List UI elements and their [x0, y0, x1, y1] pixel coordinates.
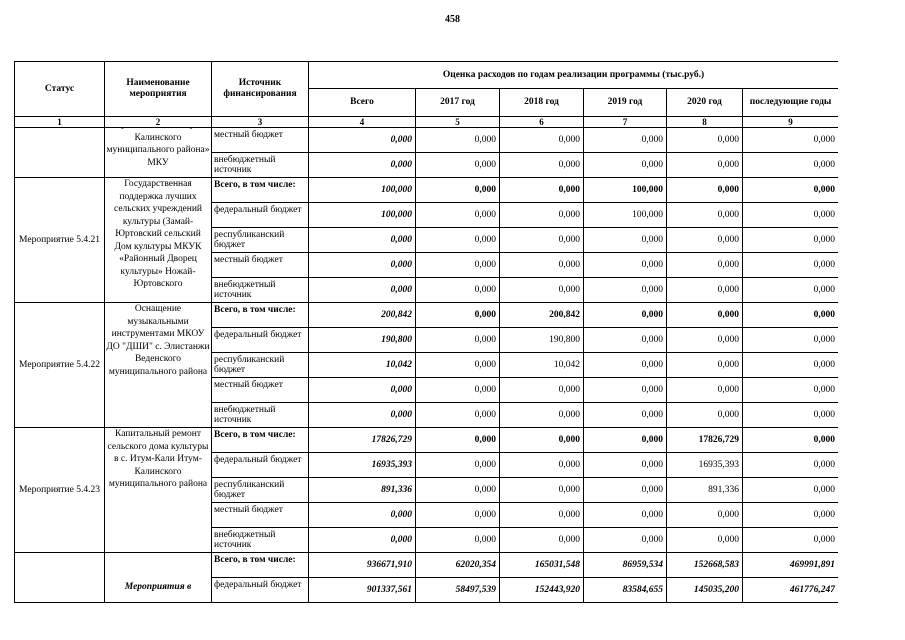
value-cell: 0,000	[584, 303, 667, 328]
value-cell: 0,000	[500, 378, 584, 403]
value-cell: 469991,891	[743, 553, 839, 578]
activity-name-cell	[105, 178, 212, 303]
header-total: Всего	[309, 89, 416, 117]
value-cell: 0,000	[743, 353, 839, 378]
funding-source-cell	[212, 428, 309, 453]
value-cell: 0,000	[667, 303, 743, 328]
value-cell: 0,000	[500, 253, 584, 278]
header-status: Статус	[15, 62, 105, 117]
value-cell: 10,042	[309, 353, 416, 378]
value-cell: 0,000	[309, 403, 416, 428]
value-cell: 0,000	[500, 503, 584, 528]
funding-source-cell	[212, 253, 309, 278]
value-cell: 0,000	[667, 403, 743, 428]
value-cell: 100,000	[309, 178, 416, 203]
column-number: 7	[584, 117, 667, 128]
status-cell	[15, 128, 105, 178]
value-cell: 0,000	[416, 303, 500, 328]
funding-source: внебюджетный источник	[214, 280, 276, 300]
value-cell: 0,000	[743, 478, 839, 503]
value-cell: 0,000	[500, 153, 584, 178]
activity-name: Государственная поддержка лучших сельских учреждений культуры (Замай-Юртовский сельский Дом культуры МКУК «Районный Дворец культуры» Ножай-Юртовского	[113, 179, 203, 289]
value-cell: 152443,920	[500, 578, 584, 603]
activity-name: Капитальный ремонт сельского дома культуры в с. Итум-Кали Итум-Калинского муниципального района	[107, 429, 209, 489]
value-cell: 0,000	[584, 278, 667, 303]
funding-source: внебюджетный источник	[214, 405, 276, 425]
value-cell: 461776,247	[743, 578, 839, 603]
value-cell: 0,000	[416, 353, 500, 378]
value-cell: 0,000	[743, 328, 839, 353]
value-cell: 0,000	[416, 528, 500, 553]
value-cell: 0,000	[309, 503, 416, 528]
funding-source: республиканский бюджет	[214, 480, 285, 500]
value-cell: 0,000	[743, 428, 839, 453]
value-cell: 0,000	[667, 328, 743, 353]
page-number: 458	[445, 14, 460, 25]
funding-source-cell	[212, 278, 309, 303]
value-cell: 0,000	[416, 203, 500, 228]
funding-source-cell	[212, 203, 309, 228]
value-cell: 0,000	[416, 478, 500, 503]
value-cell: 0,000	[416, 153, 500, 178]
funding-source-cell	[212, 328, 309, 353]
value-cell: 0,000	[416, 453, 500, 478]
value-cell: 891,336	[309, 478, 416, 503]
header-2019: 2019 год	[584, 89, 667, 117]
value-cell: 0,000	[309, 528, 416, 553]
table-row	[15, 178, 839, 203]
value-cell: 86959,534	[584, 553, 667, 578]
value-cell: 190,800	[500, 328, 584, 353]
value-cell: 0,000	[743, 153, 839, 178]
column-number: 3	[212, 117, 309, 128]
value-cell: 901337,561	[309, 578, 416, 603]
activity-name-cell	[105, 128, 212, 178]
value-cell: 0,000	[667, 128, 743, 153]
activity-name: Мероприятия в	[124, 582, 192, 592]
value-cell: 100,000	[584, 178, 667, 203]
value-cell: 0,000	[584, 228, 667, 253]
value-cell: 0,000	[743, 253, 839, 278]
funding-source-cell	[212, 478, 309, 503]
value-cell: 0,000	[584, 428, 667, 453]
value-cell: 0,000	[667, 353, 743, 378]
value-cell: 0,000	[743, 528, 839, 553]
header-2018: 2018 год	[500, 89, 584, 117]
value-cell: 0,000	[584, 353, 667, 378]
value-cell: 0,000	[743, 303, 839, 328]
value-cell: 17826,729	[309, 428, 416, 453]
value-cell: 152668,583	[667, 553, 743, 578]
funding-source-cell	[212, 153, 309, 178]
value-cell: 0,000	[584, 503, 667, 528]
funding-source: федеральный бюджет	[214, 205, 302, 215]
funding-source: федеральный бюджет	[214, 580, 302, 590]
funding-source-cell	[212, 303, 309, 328]
value-cell: 0,000	[500, 453, 584, 478]
value-cell: 0,000	[416, 178, 500, 203]
value-cell: 0,000	[416, 278, 500, 303]
value-cell: 0,000	[667, 253, 743, 278]
value-cell: 17826,729	[667, 428, 743, 453]
value-cell: 0,000	[500, 203, 584, 228]
value-cell: 200,842	[309, 303, 416, 328]
header-later: последующие годы	[743, 89, 839, 117]
value-cell: 0,000	[500, 228, 584, 253]
value-cell: 0,000	[667, 378, 743, 403]
value-cell: 0,000	[667, 228, 743, 253]
activity-name-cell	[105, 428, 212, 553]
header-name: Наименование мероприятия	[105, 62, 212, 117]
value-cell: 0,000	[743, 228, 839, 253]
value-cell: 0,000	[500, 278, 584, 303]
activity-name: Оснащение музыкальными инструментами МКОУ ДО "ДШИ" с. Элистанжи Веденского муниципального района	[106, 304, 210, 377]
funding-source-cell	[212, 378, 309, 403]
funding-source: республиканский бюджет	[214, 355, 285, 375]
value-cell: 0,000	[584, 253, 667, 278]
value-cell: 62020,354	[416, 553, 500, 578]
value-cell: 0,000	[743, 128, 839, 153]
funding-source: Всего, в том числе:	[214, 430, 296, 440]
value-cell: 0,000	[667, 528, 743, 553]
value-cell: 58497,539	[416, 578, 500, 603]
funding-source-cell	[212, 578, 309, 603]
column-number: 5	[416, 117, 500, 128]
value-cell: 190,800	[309, 328, 416, 353]
activity-name-cell	[105, 303, 212, 428]
value-cell: 0,000	[416, 428, 500, 453]
funding-source: федеральный бюджет	[214, 455, 302, 465]
value-cell: 16935,393	[667, 453, 743, 478]
column-number: 9	[743, 117, 839, 128]
funding-source-cell	[212, 178, 309, 203]
value-cell: 0,000	[584, 528, 667, 553]
table-row	[15, 303, 839, 328]
column-number: 4	[309, 117, 416, 128]
value-cell: 16935,393	[309, 453, 416, 478]
value-cell: 0,000	[309, 378, 416, 403]
funding-source-cell	[212, 353, 309, 378]
value-cell: 165031,548	[500, 553, 584, 578]
funding-source: внебюджетный источник	[214, 155, 276, 175]
value-cell: 0,000	[416, 378, 500, 403]
activity-name-cell	[105, 553, 212, 603]
funding-source-cell	[212, 453, 309, 478]
value-cell: 145035,200	[667, 578, 743, 603]
column-number: 2	[105, 117, 212, 128]
funding-source: внебюджетный источник	[214, 530, 276, 550]
funding-source: местный бюджет	[214, 130, 283, 140]
funding-source: местный бюджет	[214, 255, 283, 265]
column-number: 1	[15, 117, 105, 128]
funding-source: республиканский бюджет	[214, 230, 285, 250]
value-cell: 0,000	[416, 228, 500, 253]
funding-source-cell	[212, 128, 309, 153]
header-source: Источник финансирования	[212, 62, 309, 117]
value-cell: 0,000	[743, 278, 839, 303]
header-estimate: Оценка расходов по годам реализации программы (тыс.руб.)	[309, 62, 839, 89]
funding-source: Всего, в том числе:	[214, 555, 296, 565]
value-cell: 0,000	[584, 478, 667, 503]
value-cell: 891,336	[667, 478, 743, 503]
value-cell: 0,000	[667, 178, 743, 203]
funding-source: местный бюджет	[214, 380, 283, 390]
value-cell: 0,000	[667, 278, 743, 303]
funding-source-cell	[212, 403, 309, 428]
funding-source: федеральный бюджет	[214, 330, 302, 340]
value-cell: 0,000	[500, 528, 584, 553]
table-row	[15, 128, 839, 153]
column-number: 6	[500, 117, 584, 128]
value-cell: 0,000	[584, 153, 667, 178]
table-body	[15, 128, 839, 603]
value-cell: 10,042	[500, 353, 584, 378]
value-cell: 0,000	[500, 428, 584, 453]
value-cell: 0,000	[743, 453, 839, 478]
value-cell: 0,000	[500, 128, 584, 153]
value-cell: 0,000	[416, 328, 500, 353]
budget-table-container	[14, 61, 838, 609]
value-cell: 0,000	[584, 328, 667, 353]
value-cell: 0,000	[309, 153, 416, 178]
value-cell: 0,000	[500, 403, 584, 428]
value-cell: 936671,910	[309, 553, 416, 578]
value-cell: 83584,655	[584, 578, 667, 603]
value-cell: 0,000	[309, 128, 416, 153]
table-row	[15, 428, 839, 453]
value-cell: 200,842	[500, 303, 584, 328]
status-cell: Мероприятие 5.4.21	[15, 178, 105, 303]
value-cell: 0,000	[500, 178, 584, 203]
value-cell: 0,000	[584, 128, 667, 153]
value-cell: 0,000	[416, 503, 500, 528]
value-cell: 0,000	[743, 378, 839, 403]
header-2020: 2020 год	[667, 89, 743, 117]
budget-table	[14, 61, 838, 603]
status-cell: Мероприятие 5.4.23	[15, 428, 105, 553]
value-cell: 0,000	[416, 253, 500, 278]
funding-source: Всего, в том числе:	[214, 305, 296, 315]
value-cell: 0,000	[667, 503, 743, 528]
value-cell: 0,000	[309, 253, 416, 278]
value-cell: 0,000	[416, 403, 500, 428]
funding-source-cell	[212, 503, 309, 528]
activity-name: Калинского муниципального района» МКУ	[106, 132, 210, 168]
value-cell: 0,000	[584, 453, 667, 478]
funding-source-cell	[212, 528, 309, 553]
funding-source-cell	[212, 553, 309, 578]
column-number: 8	[667, 117, 743, 128]
status-cell: Мероприятие 5.4.22	[15, 303, 105, 428]
value-cell: 0,000	[500, 478, 584, 503]
value-cell: 0,000	[743, 503, 839, 528]
value-cell: 0,000	[743, 403, 839, 428]
status-cell	[15, 553, 105, 603]
value-cell: 0,000	[667, 203, 743, 228]
value-cell: 0,000	[584, 403, 667, 428]
value-cell: 0,000	[584, 378, 667, 403]
funding-source: Всего, в том числе:	[214, 180, 296, 190]
value-cell: 100,000	[309, 203, 416, 228]
value-cell: 0,000	[309, 278, 416, 303]
value-cell: 0,000	[309, 228, 416, 253]
funding-source: местный бюджет	[214, 505, 283, 515]
header-2017: 2017 год	[416, 89, 500, 117]
value-cell: 0,000	[743, 203, 839, 228]
funding-source-cell	[212, 228, 309, 253]
value-cell: 100,000	[584, 203, 667, 228]
table-row	[15, 553, 839, 578]
value-cell: 0,000	[743, 178, 839, 203]
value-cell: 0,000	[416, 128, 500, 153]
value-cell: 0,000	[667, 153, 743, 178]
